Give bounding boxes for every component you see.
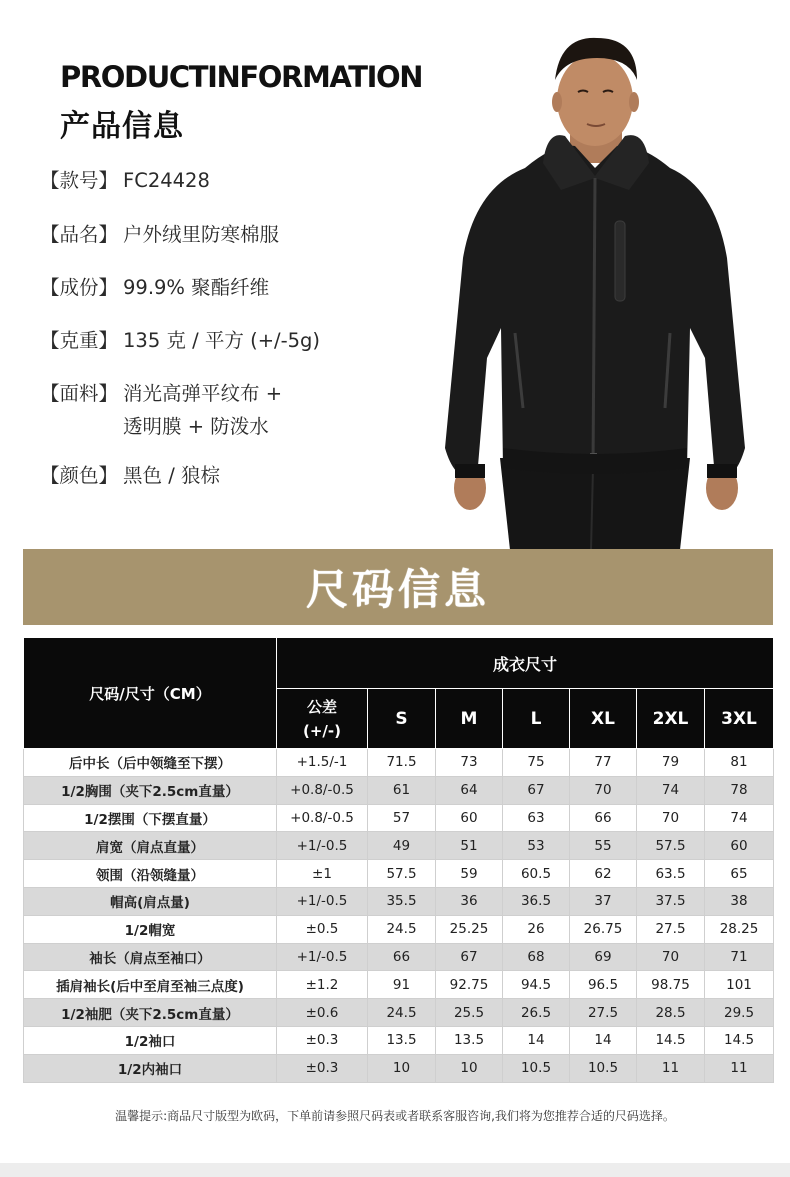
- tolerance-cell: +1.5/-1: [277, 749, 368, 777]
- measurement-label: 1/2袖口: [24, 1026, 277, 1054]
- table-row: [24, 1054, 774, 1082]
- size-value-cell: 35.5: [368, 887, 436, 915]
- title-chinese: 产品信息: [60, 109, 184, 144]
- tolerance-cell: ±0.6: [277, 999, 368, 1027]
- size-value-cell: 53: [503, 832, 570, 860]
- bottom-band: [0, 1163, 790, 1177]
- spec-row-color: [40, 459, 220, 492]
- measurement-label: 后中长（后中领缝至下摆）: [24, 749, 277, 777]
- measurement-label: 肩宽（肩点直量）: [24, 832, 277, 860]
- garment-size-header: 成衣尺寸: [277, 638, 774, 689]
- size-value-cell: 91: [368, 971, 436, 999]
- size-value-cell: 10: [368, 1054, 436, 1082]
- spec-row-fabric: [40, 377, 282, 443]
- size-header-2xl: 2XL: [637, 689, 705, 749]
- size-value-cell: 27.5: [570, 999, 637, 1027]
- table-row: [24, 887, 774, 915]
- tolerance-cell: +1/-0.5: [277, 832, 368, 860]
- tolerance-cell: ±0.3: [277, 1026, 368, 1054]
- size-value-cell: 11: [637, 1054, 705, 1082]
- table-row: [24, 860, 774, 888]
- size-value-cell: 74: [637, 776, 705, 804]
- table-row: [24, 749, 774, 777]
- size-value-cell: 70: [637, 943, 705, 971]
- size-value-cell: 55: [570, 832, 637, 860]
- size-value-cell: 10.5: [570, 1054, 637, 1082]
- tolerance-cell: +1/-0.5: [277, 887, 368, 915]
- size-value-cell: 28.25: [705, 915, 774, 943]
- tolerance-cell: ±1: [277, 860, 368, 888]
- spec-key: 【颜色】: [40, 464, 119, 487]
- size-value-cell: 63: [503, 804, 570, 832]
- spec-key: 【款号】: [40, 169, 119, 192]
- size-header-s: S: [368, 689, 436, 749]
- size-value-cell: 98.75: [637, 971, 705, 999]
- table-row: [24, 971, 774, 999]
- size-value-cell: 59: [436, 860, 503, 888]
- size-value-cell: 70: [637, 804, 705, 832]
- size-value-cell: 81: [705, 749, 774, 777]
- spec-value: 135 克 / 平方 (+/-5g): [123, 329, 321, 352]
- measurement-label: 1/2帽宽: [24, 915, 277, 943]
- table-row: [24, 776, 774, 804]
- size-value-cell: 14: [570, 1026, 637, 1054]
- size-value-cell: 25.5: [436, 999, 503, 1027]
- size-value-cell: 26: [503, 915, 570, 943]
- size-value-cell: 96.5: [570, 971, 637, 999]
- spec-key: 【品名】: [40, 223, 119, 246]
- measurement-label: 1/2摆围（下摆直量）: [24, 804, 277, 832]
- size-value-cell: 26.5: [503, 999, 570, 1027]
- size-value-cell: 57.5: [637, 832, 705, 860]
- size-value-cell: 70: [570, 776, 637, 804]
- size-value-cell: 51: [436, 832, 503, 860]
- size-value-cell: 92.75: [436, 971, 503, 999]
- size-value-cell: 13.5: [436, 1026, 503, 1054]
- size-value-cell: 29.5: [705, 999, 774, 1027]
- size-header-m: M: [436, 689, 503, 749]
- size-value-cell: 37: [570, 887, 637, 915]
- size-value-cell: 38: [705, 887, 774, 915]
- size-value-cell: 57.5: [368, 860, 436, 888]
- size-value-cell: 27.5: [637, 915, 705, 943]
- size-value-cell: 10: [436, 1054, 503, 1082]
- size-value-cell: 94.5: [503, 971, 570, 999]
- spec-value: 黑色 / 狼棕: [123, 464, 220, 487]
- spec-value-line1: 消光高弹平纹布 +: [123, 382, 283, 405]
- size-value-cell: 25.25: [436, 915, 503, 943]
- measurement-label: 领围（沿领缝量）: [24, 860, 277, 888]
- size-value-cell: 71: [705, 943, 774, 971]
- size-value-cell: 66: [368, 943, 436, 971]
- size-value-cell: 60: [705, 832, 774, 860]
- measurement-label: 1/2袖肥（夹下2.5cm直量）: [24, 999, 277, 1027]
- size-value-cell: 62: [570, 860, 637, 888]
- size-value-cell: 79: [637, 749, 705, 777]
- size-value-cell: 60.5: [503, 860, 570, 888]
- table-row: [24, 943, 774, 971]
- size-value-cell: 73: [436, 749, 503, 777]
- spec-row-style-number: [40, 164, 210, 197]
- size-header-xl: XL: [570, 689, 637, 749]
- size-value-cell: 71.5: [368, 749, 436, 777]
- spec-value: 户外绒里防寒棉服: [123, 223, 280, 246]
- tolerance-cell: ±0.3: [277, 1054, 368, 1082]
- tolerance-cell: +1/-0.5: [277, 943, 368, 971]
- size-value-cell: 74: [705, 804, 774, 832]
- size-value-cell: 24.5: [368, 915, 436, 943]
- tolerance-header-line1: 公差: [306, 697, 337, 716]
- size-value-cell: 13.5: [368, 1026, 436, 1054]
- size-header-l: L: [503, 689, 570, 749]
- size-value-cell: 24.5: [368, 999, 436, 1027]
- spec-row-product-name: [40, 218, 279, 251]
- spec-key: 【面料】: [40, 382, 119, 405]
- size-table-body: [24, 749, 774, 1083]
- size-value-cell: 11: [705, 1054, 774, 1082]
- banner-title: 尺码信息: [305, 565, 490, 614]
- measurement-label: 帽高(肩点量): [24, 887, 277, 915]
- size-value-cell: 36: [436, 887, 503, 915]
- spec-row-weight: [40, 324, 320, 357]
- size-value-cell: 36.5: [503, 887, 570, 915]
- spec-row-composition: [40, 271, 269, 304]
- spec-key: 【成份】: [40, 276, 119, 299]
- size-value-cell: 64: [436, 776, 503, 804]
- size-value-cell: 77: [570, 749, 637, 777]
- size-value-cell: 28.5: [637, 999, 705, 1027]
- spec-value: FC24428: [123, 169, 210, 192]
- tolerance-cell: ±0.5: [277, 915, 368, 943]
- size-value-cell: 67: [436, 943, 503, 971]
- size-chart-table: [23, 637, 774, 1083]
- size-value-cell: 67: [503, 776, 570, 804]
- tolerance-cell: +0.8/-0.5: [277, 804, 368, 832]
- size-value-cell: 69: [570, 943, 637, 971]
- size-value-cell: 101: [705, 971, 774, 999]
- table-row: [24, 1026, 774, 1054]
- size-value-cell: 63.5: [637, 860, 705, 888]
- size-value-cell: 75: [503, 749, 570, 777]
- measurement-label: 1/2胸围（夹下2.5cm直量）: [24, 776, 277, 804]
- size-value-cell: 10.5: [503, 1054, 570, 1082]
- size-header-3xl: 3XL: [705, 689, 774, 749]
- table-row: [24, 915, 774, 943]
- measurement-label: 袖长（肩点至袖口）: [24, 943, 277, 971]
- table-row: [24, 804, 774, 832]
- tolerance-header: [277, 689, 368, 749]
- tolerance-header-line2: (+/-): [303, 721, 341, 740]
- tolerance-cell: +0.8/-0.5: [277, 776, 368, 804]
- size-value-cell: 26.75: [570, 915, 637, 943]
- size-value-cell: 78: [705, 776, 774, 804]
- size-value-cell: 60: [436, 804, 503, 832]
- title-english: PRODUCTINFORMATION: [60, 60, 423, 94]
- size-value-cell: 66: [570, 804, 637, 832]
- measurement-label: 插肩袖长(后中至肩至袖三点度): [24, 971, 277, 999]
- size-value-cell: 61: [368, 776, 436, 804]
- model-jacket-image: [415, 28, 775, 550]
- size-value-cell: 37.5: [637, 887, 705, 915]
- spec-value: [123, 377, 282, 443]
- spec-value-line2: 透明膜 + 防泼水: [123, 415, 269, 438]
- size-value-cell: 65: [705, 860, 774, 888]
- spec-key: 【克重】: [40, 329, 119, 352]
- size-value-cell: 14.5: [705, 1026, 774, 1054]
- measurement-label: 1/2内袖口: [24, 1054, 277, 1082]
- table-row: [24, 999, 774, 1027]
- corner-header: 尺码/尺寸（CM）: [24, 638, 277, 749]
- tolerance-cell: ±1.2: [277, 971, 368, 999]
- size-value-cell: 14.5: [637, 1026, 705, 1054]
- spec-value: 99.9% 聚酯纤维: [123, 276, 270, 299]
- size-info-banner: [23, 549, 773, 625]
- size-value-cell: 57: [368, 804, 436, 832]
- size-value-cell: 68: [503, 943, 570, 971]
- size-value-cell: 14: [503, 1026, 570, 1054]
- size-tip-note: 温馨提示:商品尺寸版型为欧码，下单前请参照尺码表或者联系客服咨询,我们将为您推荐合适的尺码选择。: [115, 1109, 675, 1123]
- size-value-cell: 49: [368, 832, 436, 860]
- table-row: [24, 832, 774, 860]
